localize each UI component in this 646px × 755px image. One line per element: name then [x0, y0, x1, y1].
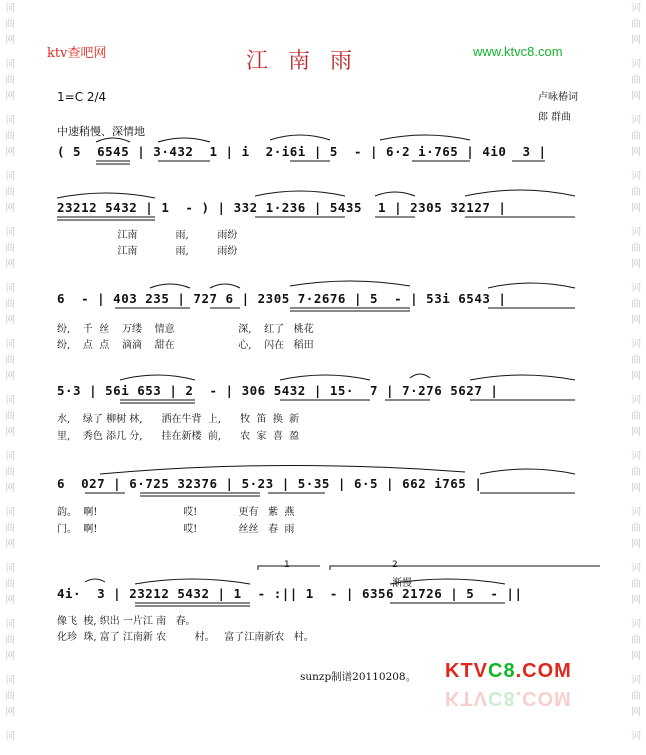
lyric-line-5a: 韵。 啊! 哎! 更有 紫 燕: [57, 507, 295, 518]
watermark-char: 词: [631, 283, 641, 294]
watermark-char: 曲: [631, 243, 641, 254]
watermark-char: 曲: [631, 131, 641, 142]
lyric-line-5b: 门。 啊! 哎! 丝丝 春 雨: [57, 524, 295, 535]
watermark-char: 曲: [5, 131, 15, 142]
ktvc8-logo[interactable]: KTVC8.COM: [445, 660, 572, 682]
score-line-2: 23212 5432 | 1 - ) | 332 1·236 | 5435 1 | 2305 32127 |: [57, 200, 507, 215]
watermark-char: 曲: [5, 579, 15, 590]
ritardando-marking: 渐慢: [392, 578, 412, 589]
watermark-char: 曲: [5, 523, 15, 534]
watermark-char: 词: [5, 171, 15, 182]
score-line-1: ( 5 6545 | 3·432 1 | i 2·i6i | 5 - | 6·2 i·765 | 4i0 3 |: [57, 144, 547, 159]
watermark-char: 词: [631, 115, 641, 126]
watermark-char: 网: [631, 315, 641, 326]
watermark-char: 词: [5, 3, 15, 14]
song-title: 江南雨: [246, 49, 373, 74]
watermark-char: 网: [631, 595, 641, 606]
watermark-char: 曲: [5, 19, 15, 30]
watermark-char: 词: [5, 563, 15, 574]
watermark-char: 词: [5, 619, 15, 630]
watermark-char: 曲: [631, 635, 641, 646]
watermark-char: 曲: [5, 467, 15, 478]
score-line-4: 5·3 | 56i 653 | 2 - | 306 5432 | 15· 7 | 7·276 5627 |: [57, 383, 499, 398]
score-line-3: 6 - | 403 235 | 727 6 | 2305 7·2676 | 5 - | 53i 6543 |: [57, 291, 507, 306]
site-name-left[interactable]: ktv查吧网: [47, 46, 107, 61]
watermark-char: 词: [5, 507, 15, 518]
watermark-char: 曲: [631, 187, 641, 198]
watermark-char: 词: [631, 3, 641, 14]
watermark-char: 网: [631, 651, 641, 662]
watermark-char: 词: [5, 395, 15, 406]
watermark-right: [629, 0, 643, 755]
watermark-char: 网: [5, 371, 15, 382]
watermark-char: 词: [631, 619, 641, 630]
watermark-char: 词: [5, 115, 15, 126]
watermark-char: 网: [5, 91, 15, 102]
watermark-char: 词: [5, 59, 15, 70]
watermark-char: 词: [5, 283, 15, 294]
watermark-char: 网: [5, 483, 15, 494]
watermark-char: 曲: [5, 355, 15, 366]
watermark-char: 网: [631, 91, 641, 102]
watermark-char: 网: [5, 539, 15, 550]
transcriber-credit: sunzp制谱20110208。: [300, 671, 417, 683]
ktvc8-logo-reflection: KTVC8.COM: [445, 687, 572, 709]
watermark-char: 词: [631, 339, 641, 350]
volta-1-label: 1: [284, 560, 290, 570]
watermark-char: 词: [631, 59, 641, 70]
lyric-line-4a: 水, 绿了 柳树 林, 洒在牛背 上, 牧 笛 换 新: [57, 414, 300, 425]
composer-credit: 郎 群曲: [538, 112, 572, 123]
lyric-line-4b: 里, 秀色 添几 分, 挂在新楼 前, 农 家 喜 盈: [57, 431, 300, 442]
watermark-char: 词: [5, 731, 15, 742]
volta-2-label: 2: [392, 560, 398, 570]
watermark-char: 曲: [631, 19, 641, 30]
watermark-left: [3, 0, 17, 755]
watermark-char: 网: [5, 259, 15, 270]
watermark-char: 曲: [631, 691, 641, 702]
site-url-right[interactable]: www.ktvc8.com: [473, 44, 563, 59]
watermark-char: 词: [631, 675, 641, 686]
watermark-char: 曲: [631, 75, 641, 86]
watermark-char: 曲: [5, 299, 15, 310]
watermark-char: 词: [631, 507, 641, 518]
key-signature: 1=C 2/4: [57, 90, 107, 104]
watermark-char: 曲: [5, 75, 15, 86]
watermark-char: 曲: [631, 523, 641, 534]
score-line-6: 4i· 3 | 23212 5432 | 1 - :|| 1 - | 6356 21726 | 5 - ||: [57, 586, 523, 601]
watermark-char: 网: [631, 707, 641, 718]
watermark-char: 网: [631, 483, 641, 494]
watermark-char: 网: [5, 203, 15, 214]
watermark-char: 网: [631, 35, 641, 46]
lyricist-credit: 卢咏椿词: [538, 92, 578, 103]
lyric-line-3a: 纷, 千 丝 万缕 情意 深, 红了 桃花: [57, 324, 314, 335]
watermark-char: 网: [5, 315, 15, 326]
score-line-5: 6 027 | 6·725 32376 | 5·23 | 5·35 | 6·5 | 662 i765 |: [57, 476, 483, 491]
watermark-char: 网: [5, 595, 15, 606]
watermark-char: 网: [5, 147, 15, 158]
watermark-char: 词: [631, 395, 641, 406]
watermark-char: 网: [631, 371, 641, 382]
watermark-char: 网: [5, 427, 15, 438]
watermark-char: 词: [631, 227, 641, 238]
watermark-char: 词: [5, 227, 15, 238]
watermark-char: 词: [5, 675, 15, 686]
watermark-char: 词: [631, 451, 641, 462]
tempo-marking: 中速稍慢、深情地: [57, 125, 145, 138]
watermark-char: 曲: [631, 355, 641, 366]
watermark-char: 曲: [5, 691, 15, 702]
watermark-char: 曲: [631, 411, 641, 422]
watermark-char: 网: [631, 539, 641, 550]
watermark-char: 曲: [5, 243, 15, 254]
watermark-char: 曲: [5, 187, 15, 198]
watermark-char: 网: [5, 651, 15, 662]
watermark-char: 词: [631, 563, 641, 574]
watermark-char: 网: [631, 203, 641, 214]
watermark-char: 网: [631, 147, 641, 158]
lyric-line-3b: 纷, 点 点 滴滴 甜在 心, 闪在 稻田: [57, 340, 314, 351]
lyric-line-2b: 江南 雨, 雨纷: [57, 246, 238, 257]
watermark-char: 网: [5, 35, 15, 46]
lyric-line-6a: 像飞 梭, 织出 一片江 南 春。: [57, 616, 196, 627]
watermark-char: 词: [631, 171, 641, 182]
watermark-char: 词: [5, 339, 15, 350]
watermark-char: 词: [5, 451, 15, 462]
lyric-line-2a: 江南 雨, 雨纷: [57, 230, 238, 241]
watermark-char: 词: [631, 731, 641, 742]
watermark-char: 网: [631, 259, 641, 270]
watermark-char: 曲: [5, 635, 15, 646]
watermark-char: 网: [5, 707, 15, 718]
watermark-char: 曲: [631, 467, 641, 478]
watermark-char: 曲: [631, 579, 641, 590]
watermark-char: 网: [631, 427, 641, 438]
lyric-line-6b: 化珍 珠, 富了 江南新 农 村。 富了江南新农 村。: [57, 632, 314, 643]
watermark-char: 曲: [5, 411, 15, 422]
watermark-char: 曲: [631, 299, 641, 310]
